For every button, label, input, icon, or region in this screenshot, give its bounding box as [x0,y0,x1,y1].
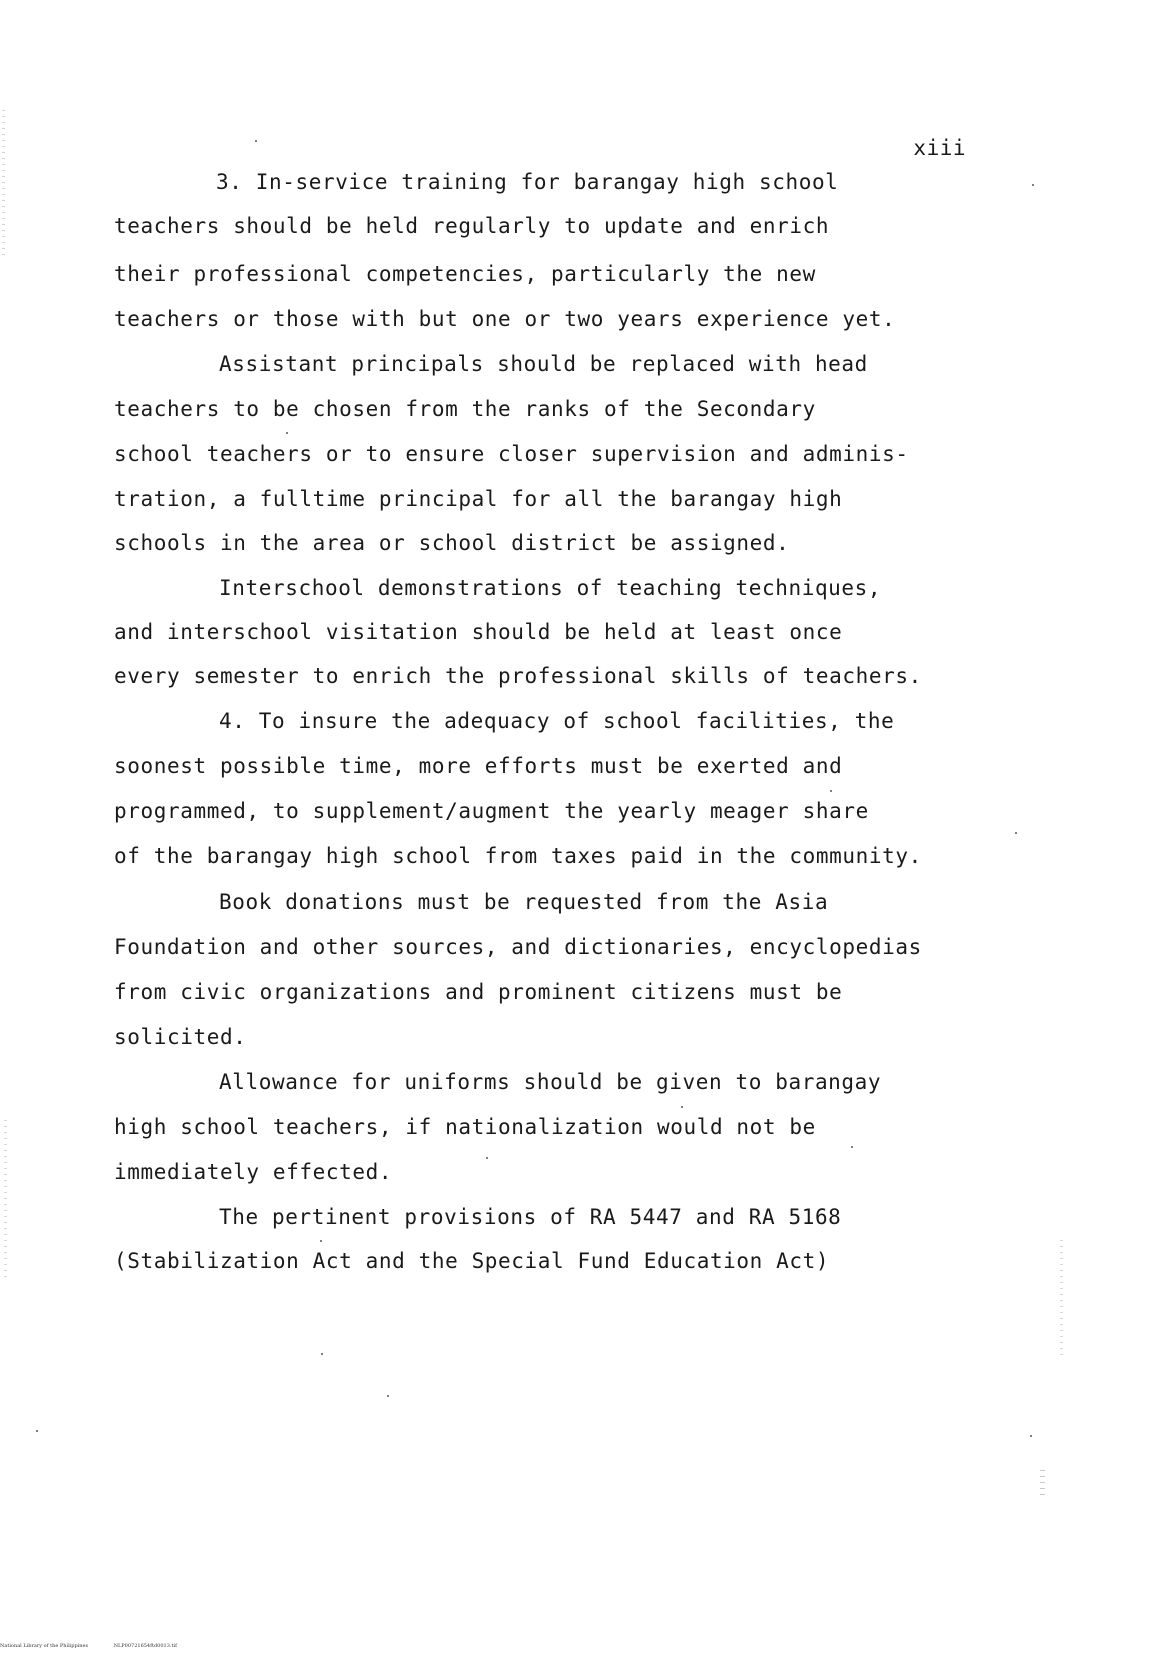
scan-speck [36,1430,38,1432]
scan-edge-noise [2,110,5,260]
text-line: Book donations must be requested from the Asia [219,890,829,914]
text-line: teachers or those with but one or two years experience yet. [114,307,896,331]
scan-speck [1015,832,1017,834]
scan-edge-noise [1060,1240,1063,1360]
text-line: their professional competencies, particularly the new [114,262,816,286]
scan-speck [1032,184,1034,186]
text-line: programmed, to supplement/augment the yearly meager share [114,799,869,823]
text-line: of the barangay high school from taxes paid in the community. [114,844,922,868]
text-line: tration, a fulltime principal for all the barangay high [114,487,843,511]
text-line: Assistant principals should be replaced with head [219,352,868,376]
text-line: teachers should be held regularly to update and enrich [114,214,830,238]
footer-library: National Library of the Philippines [0,1643,89,1649]
scan-speck [387,1395,389,1397]
scan-speck [286,432,288,434]
text-line: school teachers or to ensure closer supervision and adminis- [114,442,909,466]
scan-speck [321,1353,323,1355]
text-line: schools in the area or school district be assigned. [114,531,790,555]
text-line: 3. In-service training for barangay high school [216,170,839,194]
scan-edge-noise [4,1120,7,1280]
text-line: Foundation and other sources, and dictionaries, encyclopedias [114,935,922,959]
footer-filename: NLP00721654ftd0013.tif [113,1643,177,1649]
scan-speck [830,790,832,792]
scan-edge-noise [1040,1470,1045,1500]
scan-speck [851,1146,853,1148]
text-line: every semester to enrich the professional skills of teachers. [114,664,922,688]
text-line: (Stabilization Act and the Special Fund Education Act) [114,1249,830,1273]
text-line: high school teachers, if nationalization would not be [114,1115,816,1139]
scan-speck [1030,1435,1032,1437]
text-line: solicited. [114,1025,247,1049]
text-line: Interschool demonstrations of teaching techniques, [219,576,882,600]
text-line: teachers to be chosen from the ranks of the Secondary [114,397,816,421]
scan-speck [486,1157,488,1159]
text-line: from civic organizations and prominent citizens must be [114,980,843,1004]
text-line: soonest possible time, more efforts must be exerted and [114,754,843,778]
scan-speck [681,1106,683,1108]
text-line: immediately effected. [114,1160,393,1184]
text-line: Allowance for uniforms should be given to barangay [219,1070,882,1094]
text-line: and interschool visitation should be held at least once [114,620,843,644]
scan-speck [255,140,257,142]
text-line: The pertinent provisions of RA 5447 and RA 5168 [219,1205,842,1229]
text-line: 4. To insure the adequacy of school facilities, the [219,709,895,733]
scan-speck [320,1240,322,1242]
page-number: xiii [913,136,966,160]
scan-footer [0,1643,177,1649]
